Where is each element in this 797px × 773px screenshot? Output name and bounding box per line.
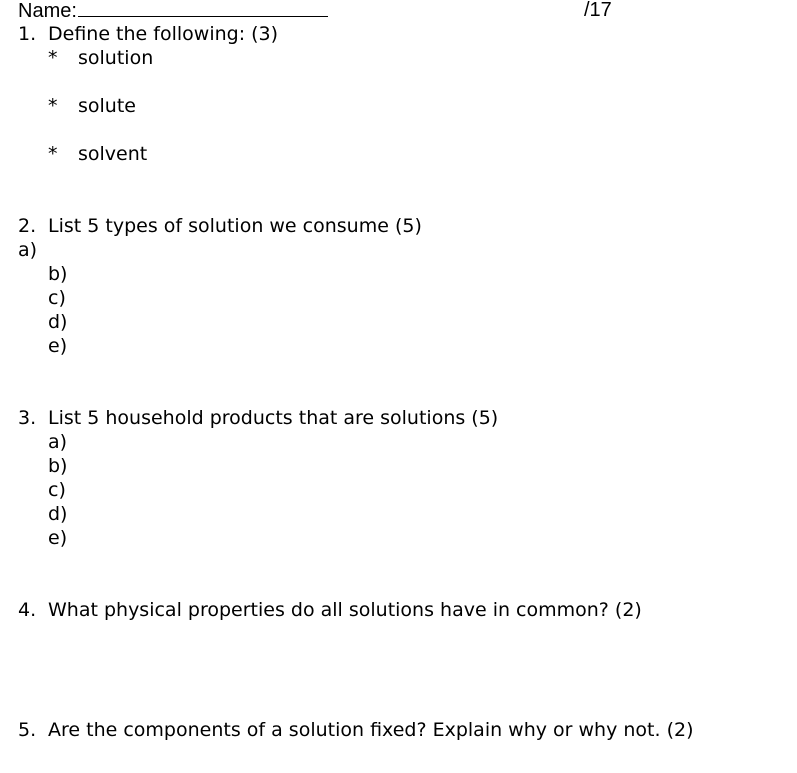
question-text: What physical properties do all solutions have in common? (2) — [48, 599, 642, 621]
answer-item-d: d) — [48, 311, 68, 333]
question-5 — [18, 718, 694, 742]
question-1 — [18, 22, 278, 46]
term-item-solution — [48, 46, 153, 70]
answer-item-a: a) — [18, 239, 38, 261]
answer-item-e: e) — [48, 527, 68, 549]
question-number: 1. — [18, 23, 37, 45]
question-2 — [18, 214, 422, 238]
question-text: List 5 household products that are solutions (5) — [48, 407, 499, 429]
term-item-solvent — [48, 142, 147, 166]
question-text: List 5 types of solution we consume (5) — [48, 215, 422, 237]
name-label: Name: — [18, 0, 77, 22]
question-number: 4. — [18, 599, 37, 621]
term-label: solvent — [78, 143, 148, 165]
bullet-asterisk: * — [48, 95, 58, 117]
question-text: Define the following: (3) — [48, 23, 279, 45]
question-4 — [18, 598, 642, 622]
question-number: 2. — [18, 215, 37, 237]
score-total: /17 — [584, 0, 612, 21]
term-item-solute — [48, 94, 136, 118]
term-label: solution — [78, 47, 154, 69]
answer-item-a: a) — [48, 431, 68, 453]
term-label: solute — [78, 95, 136, 117]
answer-item-c: c) — [48, 479, 66, 501]
question-number: 5. — [18, 719, 37, 741]
bullet-asterisk: * — [48, 47, 58, 69]
question-number: 3. — [18, 407, 37, 429]
bullet-asterisk: * — [48, 143, 58, 165]
name-field — [18, 0, 328, 23]
answer-item-b: b) — [48, 455, 68, 477]
answer-item-c: c) — [48, 287, 66, 309]
question-3 — [18, 406, 498, 430]
answer-item-e: e) — [48, 335, 68, 357]
name-blank-line[interactable] — [78, 0, 328, 17]
answer-item-d: d) — [48, 503, 68, 525]
answer-item-b: b) — [48, 263, 68, 285]
question-text: Are the components of a solution fixed? Explain why or why not. (2) — [48, 719, 694, 741]
